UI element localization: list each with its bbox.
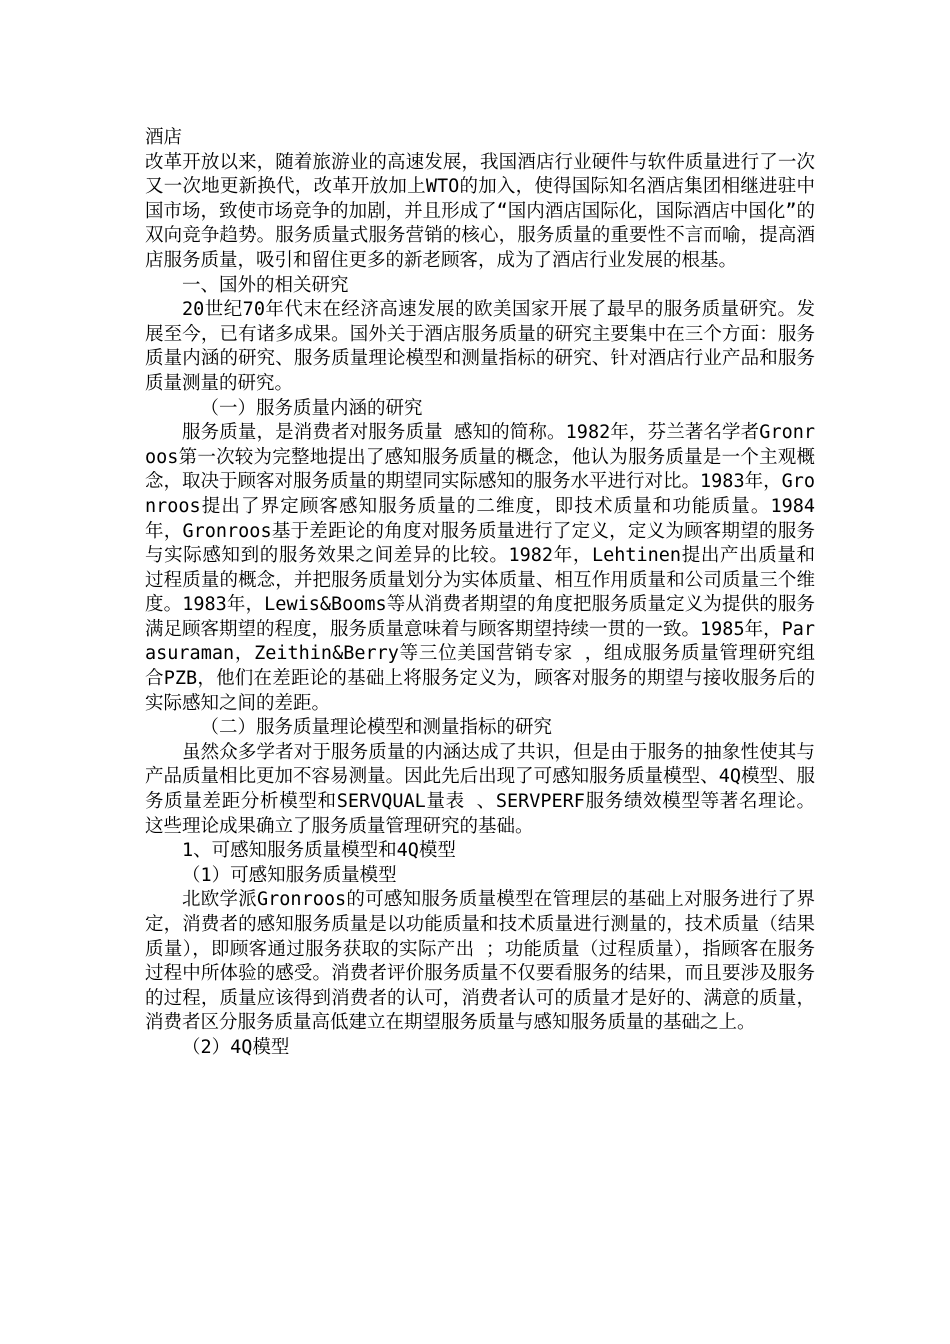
heading-perceived-quality-model: （1）可感知服务质量模型: [182, 864, 397, 886]
paragraph-service-quality-connotation: 服务质量，是消费者对服务质量 感知的简称。1982年，芬兰著名学者Gronroos第一次较为完整地提出了感知服务质量的概念，他认为服务质量是一个主观概念，取决于顾客对服务质量的期望同实际感知的服务水平进行对比。1983年，Gronroos提出了界定顾客感知服务质量的二维度，即技术质量和功能质量。1984年，Gronroos基于差距论的角度对服务质量进行了定义，定义为顾客期望的服务与实际感知到的服务效果之间差异的比较。1982年，Lehtinen提出产出质量和过程质量的概念，并把服务质量划分为实体质量、相互作用质量和公司质量三个维度。1983年，Lewis&Booms等从消费者期望的角度把服务质量定义为提供的服务满足顾客期望的程度，服务质量意味着与顾客期望持续一贯的一致。1985年，Parasuraman，Zeithin&Berry等三位美国营销专家 ，组成服务质量管理研究组合PZB，他们在差距论的基础上将服务定义为，顾客对服务的期望与接收服务后的实际感知之间的差距。: [145, 422, 815, 714]
heading-theory-models: （二）服务质量理论模型和测量指标的研究: [200, 717, 553, 739]
paragraph-theory-models: 虽然众多学者对于服务质量的内涵达成了共识，但是由于服务的抽象性使其与产品质量相比更加不容易测量。因此先后出现了可感知服务质量模型、4Q模型、服务质量差距分析模型和SERVQUAL量表 、SERVPERF服务绩效模型等著名理论。这些理论成果确立了服务质量管理研究的基础。: [145, 741, 815, 837]
paragraph-perceived-quality-model: 北欧学派Gronroos的可感知服务质量模型在管理层的基础上对服务进行了界定，消费者的感知服务质量是以功能质量和技术质量进行测量的，技术质量（结果质量），即顾客通过服务获取的实际产出 ；功能质量（过程质量），指顾客在服务过程中所体验的感受。消费者评价服务质量不仅要看服务的结果，而且要涉及服务的过程，质量应该得到消费者的认可，消费者认可的质量才是好的、满意的质量，消费者区分服务质量高低建立在期望服务质量与感知服务质量的基础之上。: [145, 889, 815, 1034]
heading-foreign-research: 一、国外的相关研究: [182, 274, 349, 296]
heading-service-quality-connotation: （一）服务质量内涵的研究: [200, 397, 423, 419]
document-body: [145, 126, 815, 1061]
heading-perceived-quality-and-4q: 1、可感知服务质量模型和4Q模型: [182, 840, 456, 862]
paragraph-foreign-research: 20世纪70年代末在经济高速发展的欧美国家开展了最早的服务质量研究。发展至今，已有诸多成果。国外关于酒店服务质量的研究主要集中在三个方面：服务质量内涵的研究、服务质量理论模型和测量指标的研究、针对酒店行业产品和服务质量测量的研究。: [145, 299, 815, 394]
paragraph-intro: 改革开放以来，随着旅游业的高速发展，我国酒店行业硬件与软件质量进行了一次又一次地更新换代，改革开放加上WTO的加入，使得国际知名酒店集团相继进驻中国市场，致使市场竞争的加剧，并且形成了“国内酒店国际化，国际酒店中国化”的双向竞争趋势。服务质量式服务营销的核心，服务质量的重要性不言而喻，提高酒店服务质量，吸引和留住更多的新老顾客，成为了酒店行业发展的根基。: [145, 151, 815, 271]
heading-4q-model: （2）4Q模型: [182, 1036, 290, 1058]
section-title-hotel: 酒店: [145, 127, 183, 148]
